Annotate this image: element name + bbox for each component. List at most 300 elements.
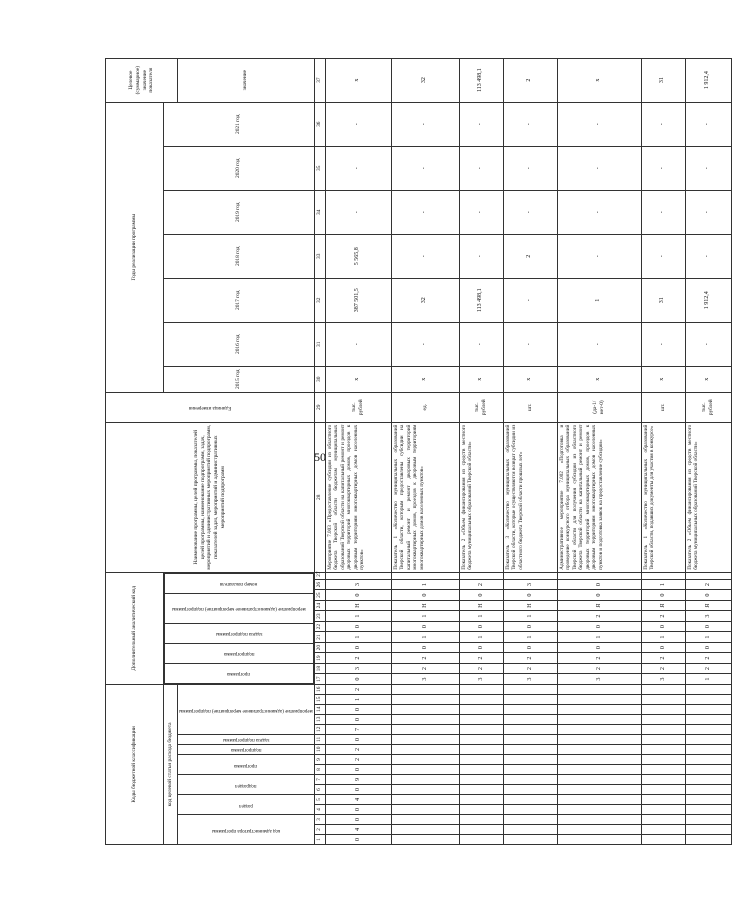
admin-subheader-grid <box>164 573 314 684</box>
target-value-cell: 31 <box>641 58 685 102</box>
admin-code-header: Дополнительный аналитический код <box>106 572 164 684</box>
budget-code-cell <box>685 825 731 835</box>
admin-code-cell: 0 <box>503 642 557 653</box>
admin-code-cell: 0 <box>641 621 685 632</box>
year-value-cell: - <box>557 146 641 190</box>
table-row <box>503 9 557 844</box>
col-number: 5 <box>314 795 325 805</box>
admin-code-cell: Я <box>557 600 641 611</box>
year-value-cell: - <box>557 322 641 366</box>
budget-code-cell: 7 <box>325 725 391 735</box>
admin-code-cell: 2 <box>503 653 557 664</box>
admin-code-cell: 1 <box>503 611 557 622</box>
admin-code-cell: 1 <box>503 632 557 643</box>
budget-code-cell <box>557 815 641 825</box>
budget-code-cell <box>557 725 641 735</box>
budget-code-cell <box>391 835 459 845</box>
admin-code-cell: 1 <box>325 632 391 643</box>
admin-code-cell: 0 <box>325 590 391 601</box>
admin-code-cell: 2 <box>503 663 557 674</box>
admin-code-cell: 2 <box>685 653 731 664</box>
budget-code-cell <box>685 785 731 795</box>
budget-code-cell <box>503 805 557 815</box>
col-number: 15 <box>314 695 325 705</box>
budget-code-cell <box>459 715 503 725</box>
year-value-cell: - <box>503 278 557 322</box>
year-2015: 2015 год <box>164 366 315 392</box>
admin-code-cell: 3 <box>391 674 459 685</box>
budget-code-cell <box>503 755 557 765</box>
unit-header: Единица измерения <box>106 392 315 422</box>
admin-code-cell: 3 <box>685 611 731 622</box>
budget-code-cell <box>685 815 731 825</box>
admin-subheader <box>164 572 315 684</box>
budget-code-cell <box>557 785 641 795</box>
admin-subcol-1: подпрограмма <box>165 643 314 663</box>
admin-subcol-3: мероприятие (административное мероприятие) подпрограммы <box>165 593 314 623</box>
col-number: 14 <box>314 705 325 715</box>
col-number: 30 <box>314 366 325 392</box>
budget-code-cell <box>641 835 685 845</box>
program-item-text: Мероприятие 7.003 «Предоставление субсидии из областного бюджета Тверской области бюджетам муниципальных образований Тверской области на капитальный ремонт и ремонт дворовых территорий многоквартирных домов, проездов к дворовым территориям многоквартирных домов населенных пунктов» <box>325 422 391 572</box>
budget-code-cell <box>557 715 641 725</box>
year-value-cell: - <box>391 102 459 146</box>
admin-code-cell <box>325 572 391 579</box>
program-item-text: Показатель 3 «Количество муниципальных образований Тверской области, которые осуществляются возврат субсидии из областного бюджета Тверской области прошлых лет» <box>503 422 557 572</box>
budget-code-cell <box>641 755 685 765</box>
year-value-cell: 1 <box>557 278 641 322</box>
admin-code-cell: 0 <box>391 621 459 632</box>
year-value-cell: 5 565,8 <box>325 234 391 278</box>
year-value-cell: - <box>325 146 391 190</box>
year-value-cell: - <box>325 190 391 234</box>
budget-code-cell <box>641 735 685 745</box>
year-value-cell: 32 <box>391 278 459 322</box>
budget-code-cell <box>459 695 503 705</box>
col-number: 12 <box>314 725 325 735</box>
col-number: 26 <box>314 579 325 590</box>
col-number: 18 <box>314 663 325 674</box>
col-number: 10 <box>314 745 325 755</box>
year-value-cell: - <box>391 322 459 366</box>
budget-code-cell: 4 <box>325 825 391 835</box>
year-value-cell: - <box>685 234 731 278</box>
budget-code-cell <box>391 695 459 705</box>
budget-code-cell <box>391 765 459 775</box>
budget-code-cell: 0 <box>325 735 391 745</box>
col-number: 35 <box>314 146 325 190</box>
admin-code-cell: 0 <box>641 642 685 653</box>
budget-code-cell <box>641 745 685 755</box>
year-value-cell: - <box>641 322 685 366</box>
budget-code-cell <box>641 815 685 825</box>
year-value-cell: - <box>391 190 459 234</box>
col-section: раздел <box>178 795 315 815</box>
target-value-header: значение <box>178 58 315 102</box>
col-number: 22 <box>314 621 325 632</box>
admin-code-cell: 3 <box>459 674 503 685</box>
table-row <box>685 9 731 844</box>
budget-code-cell <box>557 825 641 835</box>
col-number: 2 <box>314 825 325 835</box>
year-value-cell: х <box>391 366 459 392</box>
budget-code-cell <box>503 745 557 755</box>
admin-code-cell: 3 <box>641 674 685 685</box>
budget-code-cell: 2 <box>325 684 391 694</box>
col-number: 27 <box>314 572 325 579</box>
budget-code-cell: 4 <box>325 795 391 805</box>
budget-code-cell: 2 <box>325 755 391 765</box>
budget-code-cell: 0 <box>325 835 391 845</box>
expense-code-header: код целевой статьи расхода бюджета <box>164 684 178 844</box>
target-value-cell: 113 498,1 <box>459 58 503 102</box>
budget-code-cell: 0 <box>325 805 391 815</box>
budget-code-cell: 0 <box>325 715 391 725</box>
admin-subcol-4: номер показателя <box>165 573 314 593</box>
admin-code-cell: 3 <box>325 579 391 590</box>
budget-code-cell <box>641 775 685 785</box>
admin-code-cell: 0 <box>685 621 731 632</box>
admin-code-cell: 3 <box>325 663 391 674</box>
year-value-cell: х <box>459 366 503 392</box>
budget-code-cell <box>685 684 731 694</box>
year-value-cell: - <box>685 102 731 146</box>
admin-code-cell: 0 <box>557 642 641 653</box>
budget-code-cell <box>391 815 459 825</box>
year-2021: 2021 год <box>164 102 315 146</box>
budget-code-cell <box>459 765 503 775</box>
col-number: 32 <box>314 278 325 322</box>
budget-code-cell <box>557 775 641 785</box>
budget-code-cell <box>459 775 503 785</box>
col-number: 13 <box>314 715 325 725</box>
admin-code-cell: 0 <box>503 590 557 601</box>
budget-code-cell <box>685 795 731 805</box>
year-value-cell: - <box>459 146 503 190</box>
col-number: 6 <box>314 785 325 795</box>
year-2020: 2020 год <box>164 146 315 190</box>
budget-code-cell <box>459 705 503 715</box>
col-number: 3 <box>314 815 325 825</box>
budget-code-cell <box>459 735 503 745</box>
year-value-cell: х <box>503 366 557 392</box>
budget-code-cell <box>459 825 503 835</box>
col-number: 23 <box>314 611 325 622</box>
year-value-cell: - <box>503 190 557 234</box>
col-number: 1 <box>314 835 325 845</box>
budget-code-cell <box>557 684 641 694</box>
budget-code-cell <box>503 695 557 705</box>
year-value-cell: 31 <box>641 278 685 322</box>
budget-code-cell <box>459 725 503 735</box>
admin-code-cell: Н <box>503 600 557 611</box>
budget-code-cell <box>503 825 557 835</box>
budget-code-cell <box>459 835 503 845</box>
admin-code-cell: 2 <box>459 653 503 664</box>
program-item-text: Показатель 1 «Количество муниципальных образований Тверской области, которым предоставлены субсидии на капитальный ремонт и ремонт дворовых территорий многоквартирных домов, проездов к дворовым территориям многоквартирных домов населенных пунктов» <box>391 422 459 572</box>
budget-code-cell <box>685 835 731 845</box>
admin-code-cell: 1 <box>685 632 731 643</box>
budget-code-cell <box>685 705 731 715</box>
budget-code-cell <box>641 695 685 705</box>
budget-code-cell: 2 <box>325 745 391 755</box>
admin-code-cell: 2 <box>557 653 641 664</box>
years-header: Годы реализации программы <box>106 102 164 392</box>
admin-code-cell: 2 <box>685 579 731 590</box>
table-frame <box>105 65 715 845</box>
year-2018: 2018 год <box>164 234 315 278</box>
budget-code-cell <box>685 735 731 745</box>
budget-code-cell <box>685 755 731 765</box>
col-number: 34 <box>314 190 325 234</box>
table-row <box>325 9 391 844</box>
year-value-cell: 113 498,1 <box>459 278 503 322</box>
admin-code-cell: 0 <box>557 579 641 590</box>
admin-code-cell: 0 <box>391 590 459 601</box>
budget-code-cell <box>459 785 503 795</box>
admin-code-cell: 0 <box>641 590 685 601</box>
budget-code-cell <box>503 815 557 825</box>
col-number: 33 <box>314 234 325 278</box>
admin-subcol-2: задача подпрограммы <box>165 623 314 643</box>
budget-code-cell <box>503 735 557 745</box>
budget-code-cell <box>503 725 557 735</box>
column-numbers-row <box>314 9 325 844</box>
year-value-cell: - <box>557 234 641 278</box>
budget-code-cell <box>503 775 557 785</box>
admin-code-cell: 0 <box>325 674 391 685</box>
admin-code-cell: 0 <box>503 621 557 632</box>
admin-code-cell: 0 <box>325 621 391 632</box>
admin-code-cell: 2 <box>557 663 641 674</box>
year-value-cell: х <box>641 366 685 392</box>
admin-code-cell: 3 <box>557 674 641 685</box>
col-subprogram: подпрограмма <box>178 745 315 755</box>
admin-code-cell: 1 <box>459 611 503 622</box>
admin-code-cell: 1 <box>325 611 391 622</box>
admin-code-cell: Я <box>641 600 685 611</box>
col-number: 21 <box>314 632 325 643</box>
unit-cell: шт. <box>641 392 685 422</box>
year-value-cell: - <box>641 190 685 234</box>
table-row <box>391 9 459 844</box>
budget-code-cell <box>685 715 731 725</box>
year-value-cell: - <box>685 146 731 190</box>
admin-code-cell: 1 <box>685 674 731 685</box>
year-value-cell: - <box>685 190 731 234</box>
budget-code-cell <box>557 735 641 745</box>
admin-code-cell <box>503 572 557 579</box>
budget-code-cell <box>503 795 557 805</box>
budget-code-cell <box>641 684 685 694</box>
admin-code-cell: 0 <box>557 621 641 632</box>
budget-code-cell <box>459 745 503 755</box>
budget-code-cell <box>459 755 503 765</box>
admin-code-cell: 0 <box>459 621 503 632</box>
budget-code-cell: 0 <box>325 815 391 825</box>
budget-code-cell <box>557 705 641 715</box>
col-task: задача подпрограммы <box>178 735 315 745</box>
target-value-cell: х <box>557 58 641 102</box>
year-value-cell: - <box>459 234 503 278</box>
budget-code-cell <box>503 705 557 715</box>
admin-code-cell: 2 <box>641 611 685 622</box>
admin-code-cell: 0 <box>459 642 503 653</box>
budget-code-cell <box>685 695 731 705</box>
budget-code-cell <box>685 765 731 775</box>
budget-code-cell <box>391 684 459 694</box>
program-item-text: Показатель 1 «Количество муниципальных образований Тверской области, подавших документы для участия в конкурсе» <box>641 422 685 572</box>
budget-code-cell <box>459 805 503 815</box>
admin-code-cell: 0 <box>325 642 391 653</box>
rotated-table-container <box>105 65 715 845</box>
program-item-text: Показатель 2 «Объем финансирования из средств местного бюджета муниципальных образований Тверской области» <box>685 422 731 572</box>
col-number: 9 <box>314 755 325 765</box>
admin-code-cell: 3 <box>503 579 557 590</box>
col-number: 8 <box>314 765 325 775</box>
admin-code-cell: Н <box>325 600 391 611</box>
budget-code-cell <box>641 795 685 805</box>
budget-code-cell <box>685 805 731 815</box>
col-number: 16 <box>314 684 325 694</box>
admin-code-cell: 1 <box>391 611 459 622</box>
budget-code-cell <box>641 705 685 715</box>
admin-code-cell <box>641 572 685 579</box>
admin-code-cell: Н <box>459 600 503 611</box>
year-value-cell: 1 912,4 <box>685 278 731 322</box>
year-2017: 2017 год <box>164 278 315 322</box>
budget-code-cell <box>391 725 459 735</box>
admin-code-cell: 2 <box>391 663 459 674</box>
year-value-cell: х <box>557 366 641 392</box>
admin-code-cell: 2 <box>685 663 731 674</box>
admin-code-cell: 1 <box>391 579 459 590</box>
budget-code-cell <box>391 785 459 795</box>
budget-code-cell <box>391 735 459 745</box>
budget-code-cell <box>557 795 641 805</box>
budget-code-cell <box>641 805 685 815</box>
budget-code-cell <box>641 825 685 835</box>
year-2019: 2019 год <box>164 190 315 234</box>
budget-code-cell <box>685 725 731 735</box>
budget-code-cell <box>641 785 685 795</box>
col-number: 28 <box>314 422 325 572</box>
admin-code-cell: Я <box>685 600 731 611</box>
budget-code-cell: 0 <box>325 765 391 775</box>
admin-code-cell: 1 <box>641 579 685 590</box>
program-table <box>105 9 732 845</box>
year-value-cell: - <box>459 102 503 146</box>
col-number: 17 <box>314 674 325 685</box>
budget-code-cell <box>685 745 731 755</box>
page-number: 50 <box>314 450 326 464</box>
budget-code-cell <box>557 755 641 765</box>
table-row <box>557 9 641 844</box>
admin-code-cell: 2 <box>325 653 391 664</box>
budget-code-cell <box>503 715 557 725</box>
budget-code-cell <box>641 725 685 735</box>
budget-code-cell <box>503 785 557 795</box>
target-value-cell: 1 912,4 <box>685 58 731 102</box>
admin-code-cell: 0 <box>459 590 503 601</box>
admin-code-cell: 2 <box>459 579 503 590</box>
program-item-text: Административное мероприятие 7.002 «Подготовка и проведение конкурсного отбора муниципальных образований Тверской области для получения субсидии из областного бюджета Тверской области на капитальный ремонт и ремонт дворовых территорий многоквартирных домов, проездов к дворовым территориям многоквартирных домов населенных пунктов и подготовка заявок на предоставление субсидии» <box>557 422 641 572</box>
budget-code-cell <box>391 775 459 785</box>
budget-code-cell <box>391 745 459 755</box>
col-number: 19 <box>314 653 325 664</box>
col-number: 25 <box>314 590 325 601</box>
col-number: 36 <box>314 102 325 146</box>
admin-subcol-0: программа <box>165 663 314 683</box>
col-number: 20 <box>314 642 325 653</box>
col-subsection: подраздел <box>178 775 315 795</box>
admin-code-cell: 2 <box>641 653 685 664</box>
year-value-cell: - <box>557 190 641 234</box>
admin-code-cell: 0 <box>685 590 731 601</box>
year-value-cell: - <box>503 146 557 190</box>
budget-code-cell <box>391 795 459 805</box>
budget-code-cell <box>391 755 459 765</box>
target-value-cell: х <box>325 58 391 102</box>
budget-code-cell <box>459 684 503 694</box>
unit-cell: шт. <box>503 392 557 422</box>
budget-code-cell <box>503 835 557 845</box>
admin-code-cell: 2 <box>641 663 685 674</box>
admin-code-cell <box>685 572 731 579</box>
budget-code-cell: 1 <box>325 695 391 705</box>
year-value-cell: - <box>503 322 557 366</box>
year-value-cell: - <box>459 322 503 366</box>
admin-code-cell: 1 <box>391 632 459 643</box>
year-value-cell: 2 <box>503 234 557 278</box>
col-number: 7 <box>314 775 325 785</box>
col-number: 4 <box>314 805 325 815</box>
budget-code-cell <box>641 765 685 775</box>
admin-code-cell: 0 <box>685 642 731 653</box>
target-value-cell: 2 <box>503 58 557 102</box>
year-value-cell: х <box>325 366 391 392</box>
budget-code-cell <box>557 745 641 755</box>
admin-code-cell: 1 <box>557 632 641 643</box>
admin-code-cell <box>557 572 641 579</box>
budget-code-cell <box>557 695 641 705</box>
budget-code-cell <box>557 835 641 845</box>
budget-code-cell <box>391 805 459 815</box>
unit-cell: тыс. рублей <box>459 392 503 422</box>
admin-code-cell: 0 <box>391 642 459 653</box>
admin-code-cell <box>391 572 459 579</box>
year-value-cell: - <box>459 190 503 234</box>
unit-cell: тыс. рублей <box>325 392 391 422</box>
col-admin-code: код администратора программы <box>178 815 315 845</box>
budget-code-cell <box>503 765 557 775</box>
year-value-cell: - <box>391 234 459 278</box>
table-row <box>641 9 685 844</box>
admin-code-cell: 2 <box>459 663 503 674</box>
unit-cell: тыс. рублей <box>685 392 731 422</box>
col-number: 11 <box>314 735 325 745</box>
admin-code-cell: 1 <box>459 632 503 643</box>
admin-code-cell: 1 <box>641 632 685 643</box>
budget-code-cell <box>391 715 459 725</box>
budget-code-cell: 0 <box>325 705 391 715</box>
admin-code-cell <box>459 572 503 579</box>
year-value-cell: х <box>685 366 731 392</box>
budget-code-cell <box>557 805 641 815</box>
year-value-cell: - <box>641 234 685 278</box>
year-value-cell: 387 501,5 <box>325 278 391 322</box>
unit-cell: (да-1/ нет-0) <box>557 392 641 422</box>
